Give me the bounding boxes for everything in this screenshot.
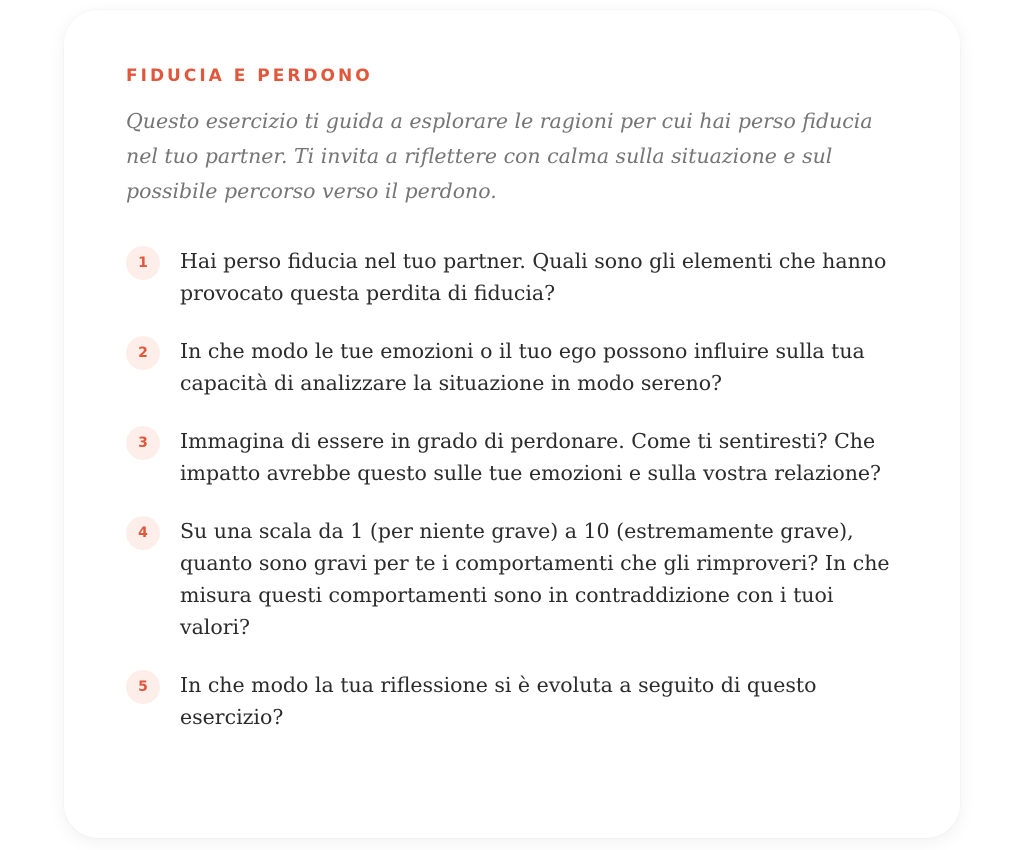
step-number-badge: 1 <box>126 246 160 280</box>
question-list <box>126 245 898 733</box>
step-number-badge: 2 <box>126 336 160 370</box>
question-text: Su una scala da 1 (per niente grave) a 10 (estremamente grave), quanto sono gravi per te i comportamenti che gli rimproveri? In che misura questi comportamenti sono in contraddizione con i tuoi valori? <box>180 519 890 639</box>
question-text: In che modo le tue emozioni o il tuo ego possono influire sulla tua capacità di analizzare la situazione in modo sereno? <box>180 339 865 395</box>
step-number-badge: 5 <box>126 670 160 704</box>
question-text: Immagina di essere in grado di perdonare. Come ti sentiresti? Che impatto avrebbe questo sulle tue emozioni e sulla vostra relazione? <box>180 429 882 485</box>
question-item-3 <box>126 425 898 489</box>
exercise-card <box>64 10 960 838</box>
question-item-2 <box>126 335 898 399</box>
exercise-title: FIDUCIA E PERDONO <box>126 66 373 86</box>
exercise-intro: Questo esercizio ti guida a esplorare le ragioni per cui hai perso fiducia nel tuo partner. Ti invita a riflettere con calma sulla situazione e sul possibile percorso verso il perdono. <box>126 109 873 203</box>
step-number-badge: 4 <box>126 516 160 550</box>
step-number-badge: 3 <box>126 426 160 460</box>
question-item-1 <box>126 245 898 309</box>
question-text: Hai perso fiducia nel tuo partner. Quali sono gli elementi che hanno provocato questa perdita di fiducia? <box>180 249 887 305</box>
question-text: In che modo la tua riflessione si è evoluta a seguito di questo esercizio? <box>180 673 817 729</box>
question-item-4 <box>126 515 898 643</box>
question-item-5 <box>126 669 898 733</box>
